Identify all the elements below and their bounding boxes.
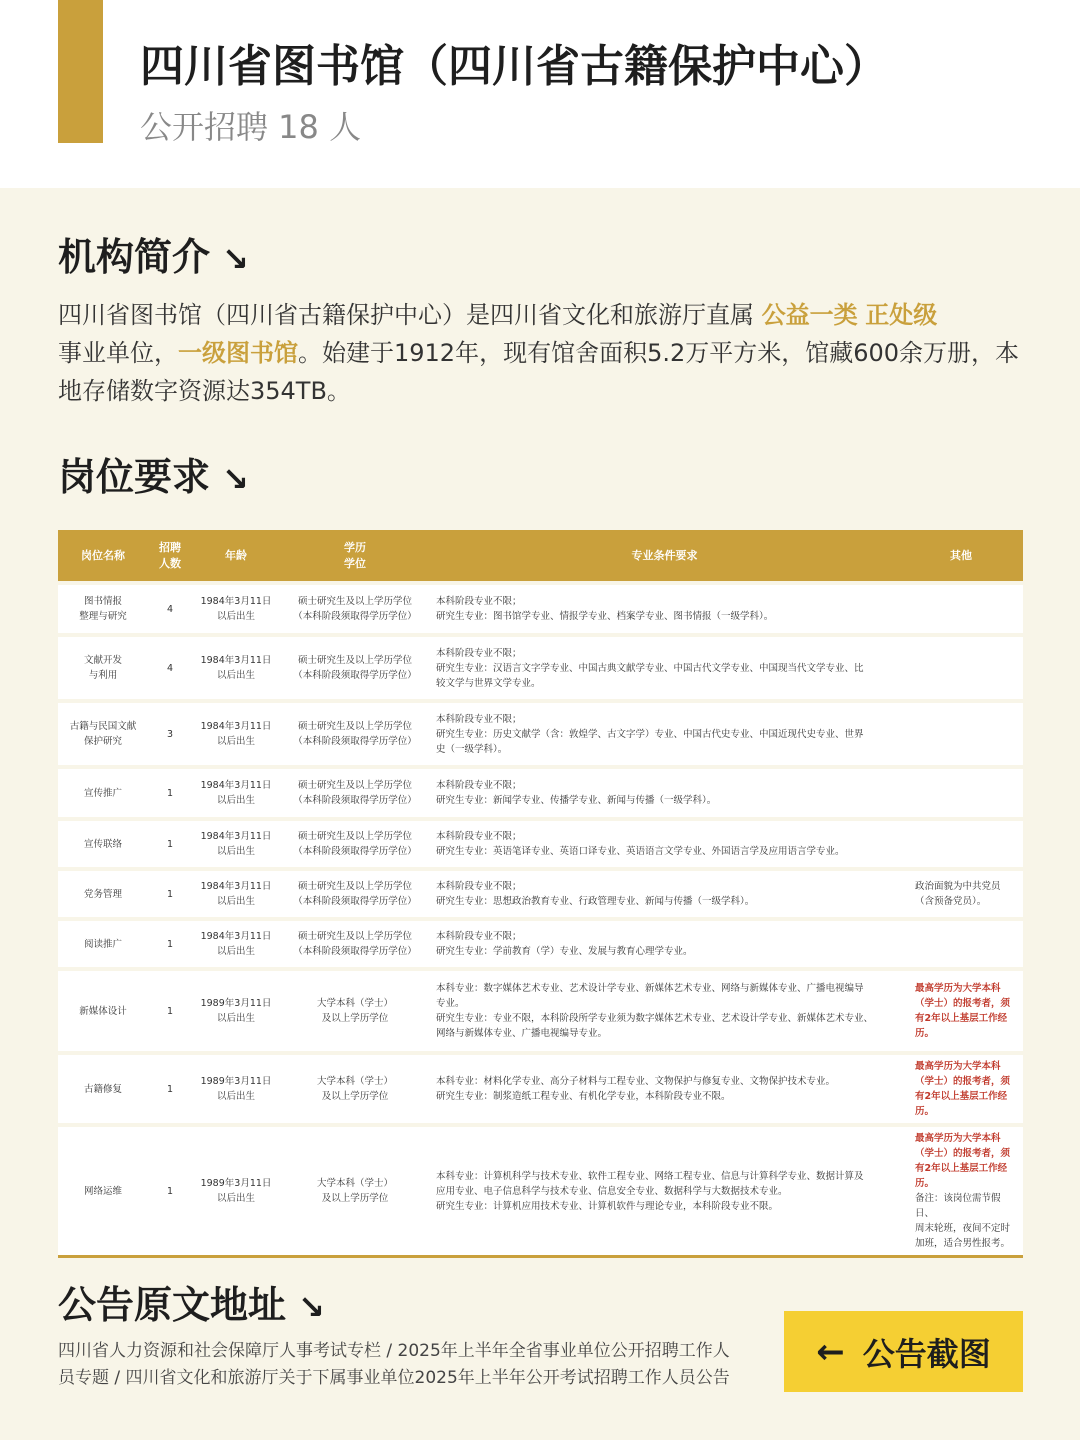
cell-line: 1984年3月11日 (200, 881, 272, 892)
cell-line: 以后出生 (216, 795, 255, 806)
cell-line: 以后出生 (216, 1091, 255, 1102)
cell-requirements (430, 821, 899, 867)
table-row (58, 585, 1023, 633)
cell-education (280, 1127, 430, 1258)
cell-line: 1989年3月11日 (200, 1178, 272, 1189)
cell-education (280, 585, 430, 633)
cell-line: 本科阶段专业不限； (436, 931, 522, 942)
cell-age (192, 637, 280, 699)
cell-line: 文献开发 (83, 655, 122, 666)
cell-position-name (58, 871, 148, 917)
cell-line: 古籍与民国文献 (69, 721, 137, 732)
intro-text-3: 。始建于1912年，现有馆舍面积5.2万平方米，馆藏600余万册，本地存储数字资源达354TB。 (58, 339, 1020, 405)
cell-line: 最高学历为大学本科 (915, 983, 1001, 994)
cell-line: 有2年以上基层工作经历。 (915, 1163, 1008, 1189)
cell-line: 研究生专业：思想政治教育专业、行政管理专业、新闻与传播（一级学科）。 (436, 896, 755, 907)
cell-line: （本科阶段须取得学历学位） (293, 736, 417, 747)
cell-line: 研究生专业：英语笔译专业、英语口译专业、英语语言文学专业、外国语言学及应用语言学专业。 (436, 846, 845, 857)
cell-line: 新媒体设计 (79, 1005, 127, 1017)
cell-education (280, 769, 430, 817)
cell-line: 应用专业、电子信息科学与技术专业、信息安全专业、数据科学与大数据技术专业。 (436, 1185, 788, 1197)
table-row (58, 971, 1023, 1051)
cell-line: 政治面貌为中共党员 (915, 881, 1001, 892)
cell-line: 最高学历为大学本科 (915, 1133, 1001, 1144)
cell-line: 有2年以上基层工作经历。 (915, 1091, 1008, 1117)
cell-age (192, 871, 280, 917)
cell-other (899, 637, 1023, 699)
cell-line: （本科阶段须取得学历学位） (293, 611, 417, 622)
cell-position-name (58, 769, 148, 817)
cell-education (280, 871, 430, 917)
cell-other (899, 769, 1023, 817)
table-row (58, 921, 1023, 967)
cell-line: 1984年3月11日 (200, 721, 272, 732)
cell-line: 硕士研究生及以上学历学位 (297, 780, 412, 791)
cell-line: 以后出生 (216, 1013, 255, 1024)
cell-line: 以后出生 (216, 736, 255, 747)
cell-age (192, 1055, 280, 1123)
cell-line: （含预备党员）。 (915, 896, 987, 907)
page-header (0, 0, 1080, 188)
intro-highlight-3: 一级图书馆 (178, 339, 298, 367)
cell-position-name (58, 585, 148, 633)
cell-line: 1989年3月11日 (200, 998, 272, 1009)
cell-education (280, 1055, 430, 1123)
table-row (58, 871, 1023, 917)
cell-line: 有2年以上基层工作经历。 (915, 1013, 1008, 1039)
page-title: 四川省图书馆（四川省古籍保护中心） (140, 41, 888, 92)
cell-line: 本科阶段专业不限； (436, 596, 522, 607)
cell-line: 党务管理 (83, 888, 122, 900)
cell-requirements (430, 971, 899, 1051)
cell-line: 硕士研究生及以上学历学位 (297, 831, 412, 842)
cell-line: 1984年3月11日 (200, 931, 272, 942)
cell-other (899, 1055, 1023, 1123)
cell-line: 本科专业：数字媒体艺术专业、艺术设计学专业、新媒体艺术专业、网络与新媒体专业、广播电视编导 (436, 983, 864, 994)
cell-other (899, 821, 1023, 867)
accent-bar (58, 0, 103, 143)
intro-highlight-2: 正处级 (865, 301, 938, 329)
cell-requirements (430, 703, 899, 765)
table-row (58, 1127, 1023, 1258)
cell-line: （本科阶段须取得学历学位） (293, 946, 417, 957)
col-header-other: 其他 (899, 530, 1023, 581)
cell-education (280, 971, 430, 1051)
intro-text-2: 事业单位， (58, 339, 178, 367)
cell-position-name (58, 637, 148, 699)
cell-age (192, 971, 280, 1051)
cell-line: 本科阶段专业不限； (436, 881, 522, 892)
cell-count: 4 (148, 637, 192, 699)
cell-line: 本科阶段专业不限； (436, 831, 522, 842)
cell-count: 1 (148, 1055, 192, 1123)
cell-line: 以后出生 (216, 670, 255, 681)
cell-line: 保护研究 (83, 736, 122, 747)
cell-line: 宣传推广 (83, 787, 122, 799)
cell-position-name (58, 971, 148, 1051)
cell-line: 与利用 (88, 670, 118, 681)
cell-line: 1984年3月11日 (200, 831, 272, 842)
cell-other (899, 871, 1023, 917)
cell-line: 本科专业：材料化学专业、高分子材料与工程专业、文物保护与修复专业、文物保护技术专业。 (436, 1076, 836, 1087)
arrow-left-icon: ← (816, 1331, 845, 1372)
col-header-age: 年龄 (192, 530, 280, 581)
cell-line: 本科专业：计算机科学与技术专业、软件工程专业、网络工程专业、信息与计算科学专业、数据计算及 (436, 1170, 864, 1182)
cell-line: 宣传联络 (83, 838, 122, 850)
cell-education (280, 821, 430, 867)
cell-line: 硕士研究生及以上学历学位 (297, 721, 412, 732)
cell-line: 硕士研究生及以上学历学位 (297, 596, 412, 607)
cell-age (192, 769, 280, 817)
cell-line: 本科阶段专业不限； (436, 780, 522, 791)
cell-line: 最高学历为大学本科 (915, 1061, 1001, 1072)
cell-line: 研究生专业：制浆造纸工程专业、有机化学专业，本科阶段专业不限。 (436, 1091, 731, 1102)
cell-line: 1989年3月11日 (200, 1076, 272, 1087)
cell-position-name (58, 921, 148, 967)
announcement-screenshot-button[interactable] (784, 1311, 1023, 1392)
cell-line: 较文学与世界文学专业。 (436, 677, 541, 689)
cell-line: 以后出生 (216, 896, 255, 907)
cell-other (899, 971, 1023, 1051)
cell-requirements (430, 921, 899, 967)
cell-line: 备注：该岗位需节假日、 (915, 1193, 1001, 1219)
cell-requirements (430, 637, 899, 699)
cell-line: 以后出生 (216, 946, 255, 957)
cell-line: 硕士研究生及以上学历学位 (297, 881, 412, 892)
intro-highlight-1: 公益一类 (761, 301, 858, 329)
cell-line: 1984年3月11日 (200, 780, 272, 791)
cell-line: 周末轮班，夜间不定时 (915, 1223, 1011, 1234)
cell-line: 研究生专业：汉语言文字学专业、中国古典文献学专业、中国古代文学专业、中国现当代文学专业、比 (436, 662, 864, 674)
cell-line: 1984年3月11日 (200, 596, 272, 607)
intro-text-1: 四川省图书馆（四川省古籍保护中心）是四川省文化和旅游厅直属 (58, 301, 754, 329)
col-header-req: 专业条件要求 (430, 530, 899, 581)
cell-other (899, 585, 1023, 633)
table-header-row (58, 530, 1023, 581)
cell-line: （学士）的报考者，须 (915, 1148, 1011, 1159)
button-label: 公告截图 (862, 1334, 991, 1373)
page-subtitle: 公开招聘 18 人 (140, 108, 362, 146)
cell-line: 以后出生 (216, 846, 255, 857)
cell-line: 大学本科（学士） (316, 1076, 393, 1087)
cell-line: 及以上学历学位 (321, 1193, 389, 1204)
cell-other (899, 703, 1023, 765)
cell-line: 大学本科（学士） (316, 1178, 393, 1189)
source-heading (58, 1274, 325, 1329)
table-row (58, 637, 1023, 699)
cell-line: （学士）的报考者，须 (915, 998, 1011, 1009)
cell-count: 4 (148, 585, 192, 633)
cell-line: （本科阶段须取得学历学位） (293, 896, 417, 907)
col-header-count: 招聘 人数 (148, 530, 192, 581)
cell-other (899, 921, 1023, 967)
source-line: 员专题 / 四川省文化和旅游厅关于下属事业单位2025年上半年公开考试招聘工作人员公告 (58, 1368, 730, 1388)
cell-requirements (430, 585, 899, 633)
cell-position-name (58, 703, 148, 765)
cell-line: 本科阶段专业不限； (436, 713, 522, 725)
cell-position-name (58, 1055, 148, 1123)
positions-heading (58, 446, 249, 501)
cell-line: （本科阶段须取得学历学位） (293, 846, 417, 857)
table-row (58, 1055, 1023, 1123)
arrow-down-right-icon: ↘ (222, 240, 249, 278)
cell-line: 网络运维 (83, 1185, 122, 1197)
cell-age (192, 703, 280, 765)
cell-line: 以后出生 (216, 1193, 255, 1204)
cell-line: 以后出生 (216, 611, 255, 622)
cell-line: 网络与新媒体专业、广播电视编导专业。 (436, 1028, 608, 1039)
cell-position-name (58, 1127, 148, 1258)
cell-line: 大学本科（学士） (316, 998, 393, 1009)
arrow-down-right-icon: ↘ (298, 1288, 325, 1326)
cell-line: 史（一级学科）。 (436, 743, 508, 755)
cell-line: 加班，适合男性报考。 (915, 1238, 1011, 1249)
cell-count: 3 (148, 703, 192, 765)
cell-age (192, 821, 280, 867)
cell-age (192, 921, 280, 967)
intro-heading-text: 机构简介 (58, 235, 211, 279)
source-heading-text: 公告原文地址 (58, 1283, 287, 1327)
cell-count: 1 (148, 871, 192, 917)
cell-count: 1 (148, 1127, 192, 1258)
cell-requirements (430, 1055, 899, 1123)
cell-education (280, 637, 430, 699)
cell-line: 图书情报 (83, 596, 122, 607)
intro-paragraph (58, 296, 1024, 410)
cell-age (192, 1127, 280, 1258)
cell-line: 研究生专业：新闻学专业、传播学专业、新闻与传播（一级学科）。 (436, 795, 717, 806)
table-row (58, 703, 1023, 765)
cell-line: 古籍修复 (83, 1083, 122, 1095)
cell-line: 研究生专业：历史文献学（含：敦煌学、古文字学）专业、中国古代史专业、中国近现代史专业、世界 (436, 728, 864, 740)
cell-line: 专业。 (436, 998, 465, 1009)
cell-line: 硕士研究生及以上学历学位 (297, 655, 412, 666)
cell-line: 本科阶段专业不限； (436, 647, 522, 659)
cell-line: 及以上学历学位 (321, 1091, 389, 1102)
cell-requirements (430, 871, 899, 917)
cell-line: 硕士研究生及以上学历学位 (297, 931, 412, 942)
cell-count: 1 (148, 921, 192, 967)
cell-requirements (430, 769, 899, 817)
cell-line: （学士）的报考者，须 (915, 1076, 1011, 1087)
cell-education (280, 921, 430, 967)
table-row (58, 821, 1023, 867)
cell-line: 整理与研究 (79, 611, 127, 622)
cell-line: 研究生专业：计算机应用技术专业、计算机软件与理论专业，本科阶段专业不限。 (436, 1200, 779, 1212)
cell-line: 研究生专业：图书馆学专业、情报学专业、档案学专业、图书情报（一级学科）。 (436, 611, 774, 622)
cell-education (280, 703, 430, 765)
intro-heading (58, 226, 249, 281)
source-line: 四川省人力资源和社会保障厅人事考试专栏 / 2025年上半年全省事业单位公开招聘工作人 (58, 1341, 730, 1361)
cell-age (192, 585, 280, 633)
positions-table (58, 526, 1023, 1262)
cell-count: 1 (148, 971, 192, 1051)
source-text (58, 1338, 768, 1392)
cell-line: 研究生专业：专业不限，本科阶段所学专业须为数字媒体艺术专业、艺术设计学专业、新媒体艺术专业、 (436, 1013, 874, 1024)
positions-heading-text: 岗位要求 (58, 455, 211, 499)
cell-position-name (58, 821, 148, 867)
col-header-edu: 学历 学位 (280, 530, 430, 581)
cell-line: （本科阶段须取得学历学位） (293, 795, 417, 806)
cell-other (899, 1127, 1023, 1258)
cell-count: 1 (148, 769, 192, 817)
cell-count: 1 (148, 821, 192, 867)
cell-line: 阅读推广 (83, 938, 122, 950)
cell-line: （本科阶段须取得学历学位） (293, 670, 417, 681)
col-header-name: 岗位名称 (58, 530, 148, 581)
cell-requirements (430, 1127, 899, 1258)
cell-line: 1984年3月11日 (200, 655, 272, 666)
arrow-down-right-icon: ↘ (222, 460, 249, 498)
table-row (58, 769, 1023, 817)
cell-line: 及以上学历学位 (321, 1013, 389, 1024)
cell-line: 研究生专业：学前教育（学）专业、发展与教育心理学专业。 (436, 946, 693, 957)
